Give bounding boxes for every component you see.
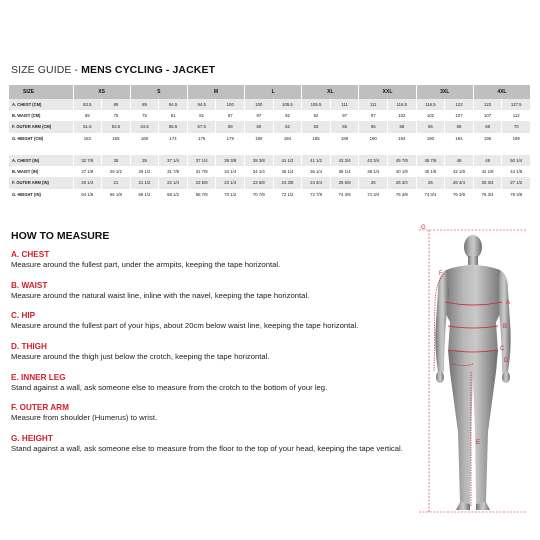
table-cell: 48 bbox=[445, 155, 474, 166]
size-table-cm bbox=[9, 85, 531, 144]
measure-entry bbox=[11, 373, 411, 393]
table-row bbox=[9, 166, 531, 177]
row-label: F. OUTER ARM (CM) bbox=[9, 121, 73, 132]
table-cell: 81 bbox=[187, 110, 216, 121]
table-cell: 23 1/4 bbox=[216, 177, 245, 188]
table-cell: 97 bbox=[330, 110, 359, 121]
table-cell: 51.5 bbox=[73, 121, 102, 132]
table-cell: 112 bbox=[502, 110, 531, 121]
table-cell: 74 3/4 bbox=[359, 189, 388, 200]
measure-heading: G. HEIGHT bbox=[11, 434, 53, 443]
table-cell: 102 bbox=[388, 110, 417, 121]
table-cell: 42 1/8 bbox=[473, 166, 502, 177]
table-cell: 94.5 bbox=[159, 99, 188, 110]
table-cell: 92 bbox=[302, 110, 331, 121]
table-cell: 116.5 bbox=[416, 99, 445, 110]
table-cell: 174 bbox=[159, 133, 188, 144]
table-cell: 127.5 bbox=[502, 99, 531, 110]
how-to-measure-title: HOW TO MEASURE bbox=[11, 230, 110, 242]
letter-e: E bbox=[476, 440, 481, 446]
table-cell: 27 1/8 bbox=[73, 166, 102, 177]
measure-entry bbox=[11, 250, 411, 270]
size-table-in bbox=[9, 155, 531, 200]
table-cell: 20 1/4 bbox=[73, 177, 102, 188]
letter-d: D bbox=[504, 358, 509, 364]
table-cell: 89 bbox=[130, 99, 159, 110]
table-cell: 53.5 bbox=[102, 121, 131, 132]
table-cell: 43 3/4 bbox=[330, 155, 359, 166]
table-cell: 70 7/8 bbox=[245, 189, 274, 200]
table-cell: 74 3/8 bbox=[330, 189, 359, 200]
row-label: A. CHEST (IN) bbox=[9, 155, 73, 166]
table-cell: 94.5 bbox=[187, 99, 216, 110]
header-4xl: 4XL bbox=[473, 85, 530, 99]
header-xl: XL bbox=[302, 85, 359, 99]
table-cell: 31 7/8 bbox=[159, 166, 188, 177]
table-cell: 163 bbox=[73, 133, 102, 144]
table-cell: 168 bbox=[102, 133, 131, 144]
table-cell: 70 bbox=[502, 121, 531, 132]
table-cell: 39 3/8 bbox=[216, 155, 245, 166]
table-row bbox=[9, 177, 531, 188]
header-s: S bbox=[130, 85, 187, 99]
measure-entry bbox=[11, 281, 411, 301]
table-cell: 92 bbox=[273, 110, 302, 121]
table-cell: 195 bbox=[473, 133, 502, 144]
measure-description: Measure around the natural waist line, inline with the navel, keeping the tape horizontal. bbox=[11, 291, 310, 300]
table-cell: 105.5 bbox=[273, 99, 302, 110]
table-cell: 100 bbox=[216, 99, 245, 110]
table-row bbox=[9, 99, 531, 110]
table-cell: 29 1/2 bbox=[102, 166, 131, 177]
table-cell: 26 3/4 bbox=[388, 177, 417, 188]
table-cell: 199 bbox=[502, 133, 531, 144]
table-cell: 179 bbox=[216, 133, 245, 144]
measure-entry bbox=[11, 434, 411, 454]
table-cell: 83.5 bbox=[73, 99, 102, 110]
body-figure bbox=[416, 222, 530, 518]
table-cell: 44 1/8 bbox=[502, 166, 531, 177]
table-cell: 180 bbox=[245, 133, 274, 144]
table-cell: 60 bbox=[245, 121, 274, 132]
body-silhouette bbox=[435, 235, 510, 510]
page-title: SIZE GUIDE - MENS CYCLING - JACKET bbox=[11, 64, 216, 76]
table-cell: 68 bbox=[473, 121, 502, 132]
table-cell: 45 7/8 bbox=[388, 155, 417, 166]
table-cell: 76 3/8 bbox=[445, 189, 474, 200]
table-cell: 194 bbox=[388, 133, 417, 144]
table-cell: 45 7/8 bbox=[416, 155, 445, 166]
measure-description: Measure around the fullest part of your hips, about 20cm below waist line, keeping the tape horizontal. bbox=[11, 321, 359, 330]
table-cell: 81 bbox=[159, 110, 188, 121]
table-cell: 107 bbox=[473, 110, 502, 121]
measure-heading: B. WAIST bbox=[11, 281, 48, 290]
table-cell: 107 bbox=[445, 110, 474, 121]
table-cell: 100 bbox=[245, 99, 274, 110]
row-label: G. HEIGHT (IN) bbox=[9, 189, 73, 200]
table-cell: 43 3/4 bbox=[359, 155, 388, 166]
table-cell: 70 1/2 bbox=[216, 189, 245, 200]
table-cell: 22 1/4 bbox=[159, 177, 188, 188]
row-label: A. CHEST (CM) bbox=[9, 99, 73, 110]
table-cell: 21 bbox=[102, 177, 131, 188]
measure-heading: E. INNER LEG bbox=[11, 373, 66, 382]
table-cell: 56.5 bbox=[159, 121, 188, 132]
table-cell: 102 bbox=[416, 110, 445, 121]
measure-heading: F. OUTER ARM bbox=[11, 403, 69, 412]
table-cell: 23 5/8 bbox=[245, 177, 274, 188]
table-cell: 72 1/2 bbox=[273, 189, 302, 200]
table-cell: 75 bbox=[130, 110, 159, 121]
table-cell: 122 bbox=[445, 99, 474, 110]
header-m: M bbox=[187, 85, 244, 99]
table-cell: 21 1/2 bbox=[130, 177, 159, 188]
table-cell: 62 bbox=[273, 121, 302, 132]
table-cell: 69 bbox=[73, 110, 102, 121]
table-cell: 190 bbox=[359, 133, 388, 144]
table-cell: 25 5/8 bbox=[330, 177, 359, 188]
table-cell: 190 bbox=[416, 133, 445, 144]
table-cell: 175 bbox=[187, 133, 216, 144]
table-cell: 36 1/4 bbox=[273, 166, 302, 177]
table-cell: 39 3/8 bbox=[245, 155, 274, 166]
measure-heading: D. THIGH bbox=[11, 342, 47, 351]
measure-heading: C. HIP bbox=[11, 311, 36, 320]
table-row bbox=[9, 189, 531, 200]
row-label: G. HEIGHT (CM) bbox=[9, 133, 73, 144]
table-cell: 185 bbox=[302, 133, 331, 144]
table-cell: 34 1/4 bbox=[216, 166, 245, 177]
table-cell: 35 bbox=[130, 155, 159, 166]
table-row bbox=[9, 110, 531, 121]
table-cell: 76 3/8 bbox=[388, 189, 417, 200]
table-cell: 36 1/4 bbox=[302, 166, 331, 177]
table-cell: 189 bbox=[330, 133, 359, 144]
measure-entry bbox=[11, 403, 411, 423]
table-cell: 37 1/4 bbox=[159, 155, 188, 166]
table-cell: 31 7/8 bbox=[187, 166, 216, 177]
table-row bbox=[9, 133, 531, 144]
table-cell: 168 bbox=[130, 133, 159, 144]
table-cell: 78 3/8 bbox=[502, 189, 531, 200]
table-cell: 64 1/8 bbox=[73, 189, 102, 200]
measure-description: Stand against a wall, ask someone else to measure from the floor to the top of your head, keeping the tape vertical. bbox=[11, 444, 403, 453]
table-cell: 87 bbox=[216, 110, 245, 121]
header-xxl: XXL bbox=[359, 85, 416, 99]
table-cell: 42 1/8 bbox=[445, 166, 474, 177]
table-cell: 38 1/4 bbox=[359, 166, 388, 177]
table-cell: 40 1/8 bbox=[416, 166, 445, 177]
table-cell: 184 bbox=[273, 133, 302, 144]
table-cell: 68 bbox=[388, 121, 417, 132]
header-l: L bbox=[245, 85, 302, 99]
table-cell: 116.5 bbox=[388, 99, 417, 110]
table-cell: 111 bbox=[330, 99, 359, 110]
table-cell: 34.5 bbox=[130, 121, 159, 132]
table-cell: 68 bbox=[445, 121, 474, 132]
table-cell: 89 bbox=[102, 99, 131, 110]
table-cell: 41 1/2 bbox=[273, 155, 302, 166]
letter-a: A bbox=[506, 300, 511, 306]
table-cell: 34 1/4 bbox=[245, 166, 274, 177]
table-cell: 24 3/4 bbox=[302, 177, 331, 188]
letter-b: B bbox=[503, 324, 508, 330]
header-size: SIZE bbox=[9, 85, 73, 99]
table-cell: 122 bbox=[473, 99, 502, 110]
table-cell: 105.5 bbox=[302, 99, 331, 110]
table-cell: 32 7/8 bbox=[73, 155, 102, 166]
letter-f: F bbox=[439, 271, 443, 277]
table-cell: 59 bbox=[216, 121, 245, 132]
table-cell: 111 bbox=[359, 99, 388, 110]
table-row bbox=[9, 121, 531, 132]
table-row bbox=[9, 155, 531, 166]
header-xs: XS bbox=[73, 85, 130, 99]
table-header-row bbox=[9, 85, 531, 99]
table-cell: 87 bbox=[245, 110, 274, 121]
table-cell: 66 1/8 bbox=[102, 189, 131, 200]
header-3xl: 3XL bbox=[416, 85, 473, 99]
table-cell: 41 1/2 bbox=[302, 155, 331, 166]
table-cell: 74 3/4 bbox=[416, 189, 445, 200]
table-cell: 26 3/4 bbox=[445, 177, 474, 188]
table-cell: 68 7/8 bbox=[187, 189, 216, 200]
measure-description: Measure from shoulder (Humerus) to wrist. bbox=[11, 413, 158, 422]
table-cell: 66 bbox=[416, 121, 445, 132]
measure-description: Measure around the thigh just below the crotch, keeping the tape horizontal. bbox=[11, 352, 270, 361]
measure-entry bbox=[11, 342, 411, 362]
measure-entry bbox=[11, 311, 411, 331]
letter-g: G bbox=[421, 225, 426, 231]
measure-heading: A. CHEST bbox=[11, 250, 50, 259]
table-cell: 65 bbox=[330, 121, 359, 132]
table-cell: 35 bbox=[102, 155, 131, 166]
row-label: F. OUTER ARM (IN) bbox=[9, 177, 73, 188]
row-label: B. WAIST (IN) bbox=[9, 166, 73, 177]
table-cell: 24 3/8 bbox=[273, 177, 302, 188]
table-cell: 38 1/4 bbox=[330, 166, 359, 177]
table-cell: 40 1/8 bbox=[388, 166, 417, 177]
measure-description: Stand against a wall, ask someone else to measure from the crotch to the bottom of your leg. bbox=[11, 383, 328, 392]
row-label: B. WAIST (CM) bbox=[9, 110, 73, 121]
table-cell: 72 7/8 bbox=[302, 189, 331, 200]
table-cell: 48 bbox=[473, 155, 502, 166]
table-cell: 75 bbox=[102, 110, 131, 121]
table-cell: 26 3/4 bbox=[473, 177, 502, 188]
table-cell: 29 1/2 bbox=[130, 166, 159, 177]
table-cell: 37 1/4 bbox=[187, 155, 216, 166]
table-cell: 63 bbox=[302, 121, 331, 132]
table-cell: 66 1/2 bbox=[130, 189, 159, 200]
table-cell: 97 bbox=[359, 110, 388, 121]
table-cell: 68 1/2 bbox=[159, 189, 188, 200]
table-cell: 22 5/8 bbox=[187, 177, 216, 188]
table-cell: 50 1/4 bbox=[502, 155, 531, 166]
table-cell: 76 3/4 bbox=[473, 189, 502, 200]
table-cell: 26 bbox=[416, 177, 445, 188]
letter-c: C bbox=[500, 346, 505, 352]
table-cell: 194 bbox=[445, 133, 474, 144]
measure-description: Measure around the fullest part, under the armpits, keeping the tape horizontal. bbox=[11, 260, 281, 269]
table-cell: 26 bbox=[359, 177, 388, 188]
table-cell: 27 1/2 bbox=[502, 177, 531, 188]
table-cell: 57.5 bbox=[187, 121, 216, 132]
table-cell: 66 bbox=[359, 121, 388, 132]
